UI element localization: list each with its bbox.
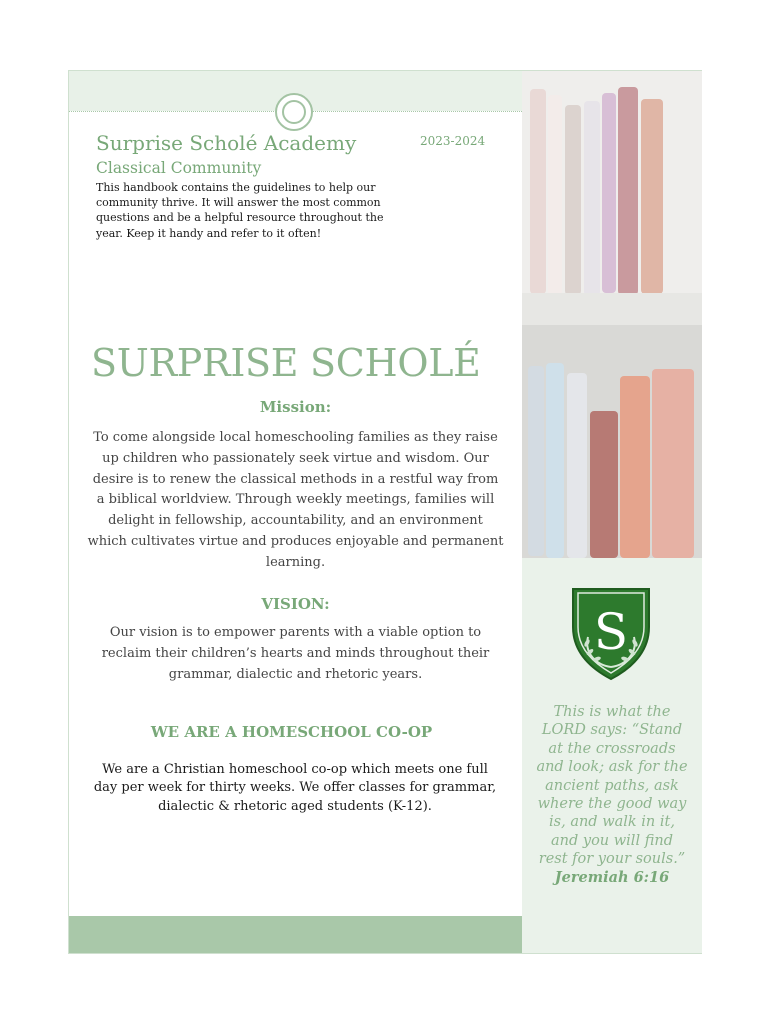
school-year: 2023-2024 <box>420 134 486 148</box>
book <box>584 101 600 296</box>
book <box>565 105 581 295</box>
book <box>528 366 544 556</box>
crest-letter: S <box>593 603 629 661</box>
intro-text: This handbook contains the guidelines to help our community thrive. It will answer the most common questions and be a helpful resource throughout the year. Keep it handy and refer to it often! <box>96 181 384 240</box>
vision-text: Our vision is to empower parents with a viable option to reclaim their children’s hearts and minds throughout their grammar, dialectic and rhetoric years. <box>101 625 490 682</box>
bottom-band <box>69 916 522 953</box>
handbook-page <box>68 70 702 954</box>
book <box>620 376 650 558</box>
bookshelf-photo <box>522 71 702 558</box>
book <box>652 369 694 558</box>
sidebar <box>522 71 702 953</box>
mission-text: To come alongside local homeschooling families as they raise up children who passionately seek virtue and wisdom. Our desire is to renew the classical methods in a restful way from a biblical worldview. Through weekly meetings, families will delight in fellowship, accountability, and an environment which cultivates virtue and produces enjoyable and permanent learning. <box>87 430 504 570</box>
ring-ornament-icon <box>275 93 313 131</box>
shield-crest-icon <box>570 587 652 681</box>
mission-heading: Mission: <box>259 398 332 416</box>
academy-subtitle: Classical Community <box>96 159 262 177</box>
shelf-board <box>522 293 702 325</box>
coop-heading: WE ARE A HOMESCHOOL CO-OP <box>150 723 433 741</box>
academy-title: Surprise Scholé Academy <box>96 131 357 155</box>
book <box>602 93 616 293</box>
quote-reference: Jeremiah 6:16 <box>554 868 670 886</box>
book <box>618 87 638 295</box>
scripture-quote <box>536 703 688 887</box>
book <box>567 373 587 558</box>
book <box>546 363 564 558</box>
book <box>641 99 663 294</box>
quote-text: This is what the LORD says: “Stand at the crossroads and look; ask for the ancient paths, ask where the good way is, and walk in it, and you will find rest for your souls.” <box>536 704 688 868</box>
book <box>548 95 562 295</box>
vision-heading: VISION: <box>261 595 330 613</box>
page-title: SURPRISE SCHOLÉ <box>91 341 481 385</box>
book <box>530 89 546 294</box>
coop-text: We are a Christian homeschool co-op which meets one full day per week for thirty weeks. We offer classes for grammar, dialectic & rhetoric aged students (K-12). <box>93 762 497 814</box>
book <box>590 411 618 558</box>
